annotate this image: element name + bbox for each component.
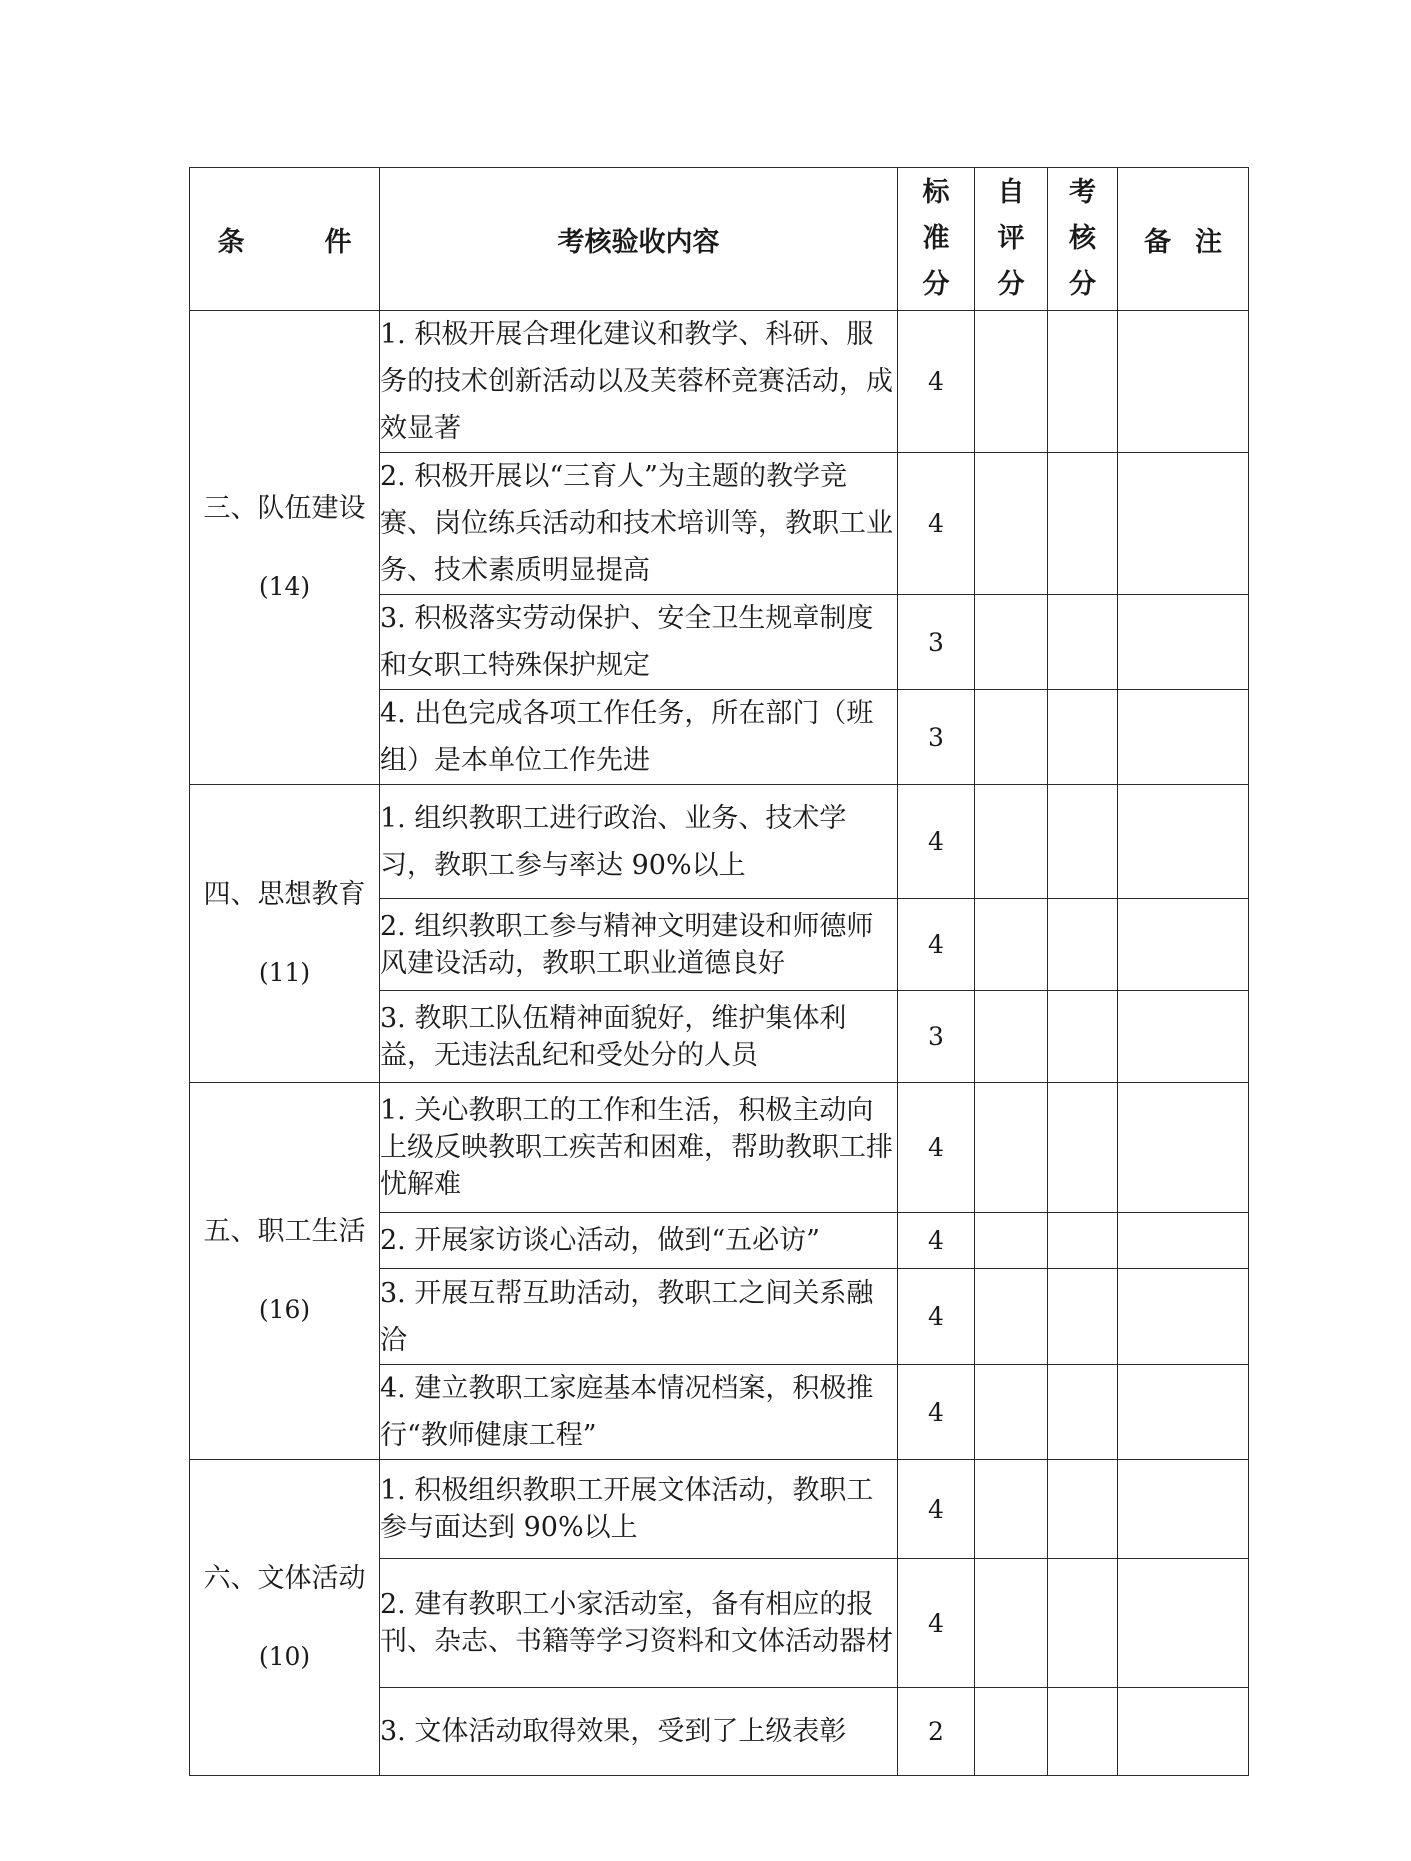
- standard-score: 4: [898, 1269, 975, 1365]
- category-cell: [190, 1460, 380, 1776]
- self-score-cell[interactable]: [975, 1365, 1048, 1460]
- table-row: [190, 1083, 1249, 1213]
- standard-score: 4: [898, 785, 975, 899]
- header-note: [1118, 168, 1249, 311]
- note-cell[interactable]: [1118, 690, 1249, 785]
- category-cell: [190, 785, 380, 1083]
- self-score-cell[interactable]: [975, 991, 1048, 1083]
- self-score-cell[interactable]: [975, 1269, 1048, 1365]
- category-cell: [190, 311, 380, 785]
- assess-score-cell[interactable]: [1048, 595, 1118, 690]
- header-self-score: [975, 168, 1048, 311]
- header-char: 注: [1195, 226, 1222, 258]
- item-content: 3. 积极落实劳动保护、安全卫生规章制度和女职工特殊保护规定: [380, 595, 898, 690]
- item-content: 2. 积极开展以“三育人”为主题的教学竞赛、岗位练兵活动和技术培训等，教职工业务、技术素质明显提高: [380, 453, 898, 595]
- assess-score-cell[interactable]: [1048, 453, 1118, 595]
- header-char: 分: [922, 269, 950, 300]
- assess-score-cell[interactable]: [1048, 1269, 1118, 1365]
- note-cell[interactable]: [1118, 1213, 1249, 1269]
- header-char: 自: [997, 177, 1025, 208]
- assess-score-cell[interactable]: [1048, 1083, 1118, 1213]
- self-score-cell[interactable]: [975, 1083, 1048, 1213]
- assess-score-cell[interactable]: [1048, 1688, 1118, 1776]
- assess-score-cell[interactable]: [1048, 899, 1118, 991]
- assess-score-cell[interactable]: [1048, 1559, 1118, 1688]
- header-condition-char: 条: [217, 226, 245, 258]
- item-content: 2. 组织教职工参与精神文明建设和师德师风建设活动，教职工职业道德良好: [380, 899, 898, 991]
- item-content: 1. 关心教职工的工作和生活，积极主动向上级反映教职工疾苦和困难，帮助教职工排忧解难: [380, 1083, 898, 1213]
- standard-score: 3: [898, 991, 975, 1083]
- self-score-cell[interactable]: [975, 899, 1048, 991]
- note-cell[interactable]: [1118, 899, 1249, 991]
- self-score-cell[interactable]: [975, 1213, 1048, 1269]
- note-cell[interactable]: [1118, 1083, 1249, 1213]
- standard-score: 4: [898, 1213, 975, 1269]
- item-content: 3. 文体活动取得效果，受到了上级表彰: [380, 1688, 898, 1776]
- assess-score-cell[interactable]: [1048, 311, 1118, 453]
- item-content: 3. 开展互帮互助活动，教职工之间关系融洽: [380, 1269, 898, 1365]
- assess-score-cell[interactable]: [1048, 785, 1118, 899]
- self-score-cell[interactable]: [975, 1559, 1048, 1688]
- header-char: 评: [997, 223, 1025, 254]
- note-cell[interactable]: [1118, 1365, 1249, 1460]
- category-name: 三、队伍建设: [203, 492, 366, 524]
- standard-score: 3: [898, 595, 975, 690]
- note-cell[interactable]: [1118, 1460, 1249, 1559]
- self-score-cell[interactable]: [975, 1688, 1048, 1776]
- category-points: (10): [258, 1641, 311, 1671]
- header-char: 准: [922, 223, 950, 254]
- header-standard-score: [898, 168, 975, 311]
- standard-score: 4: [898, 1083, 975, 1213]
- header-char: 备: [1144, 226, 1171, 258]
- header-condition-char: 件: [324, 226, 352, 258]
- header-condition: [190, 168, 380, 311]
- self-score-cell[interactable]: [975, 595, 1048, 690]
- standard-score: 2: [898, 1688, 975, 1776]
- header-content: 考核验收内容: [380, 168, 898, 311]
- category-points: (16): [258, 1295, 311, 1324]
- header-char: 标: [922, 177, 950, 208]
- self-score-cell[interactable]: [975, 785, 1048, 899]
- header-char: 核: [1069, 223, 1096, 254]
- assess-score-cell[interactable]: [1048, 1365, 1118, 1460]
- assess-score-cell[interactable]: [1048, 1213, 1118, 1269]
- header-assess-score: [1048, 168, 1118, 311]
- standard-score: 4: [898, 1460, 975, 1559]
- standard-score: 4: [898, 453, 975, 595]
- item-content: 1. 积极组织教职工开展文体活动，教职工参与面达到 90%以上: [380, 1460, 898, 1559]
- table-row: [190, 1460, 1249, 1559]
- standard-score: 3: [898, 690, 975, 785]
- header-row: [190, 168, 1249, 311]
- note-cell[interactable]: [1118, 595, 1249, 690]
- note-cell[interactable]: [1118, 785, 1249, 899]
- header-char: 分: [1069, 269, 1096, 300]
- assess-score-cell[interactable]: [1048, 1460, 1118, 1559]
- note-cell[interactable]: [1118, 1688, 1249, 1776]
- category-cell: [190, 1083, 380, 1460]
- note-cell[interactable]: [1118, 1559, 1249, 1688]
- category-points: (14): [258, 571, 311, 601]
- header-char: 分: [997, 269, 1025, 300]
- item-content: 4. 建立教职工家庭基本情况档案，积极推行“教师健康工程”: [380, 1365, 898, 1460]
- standard-score: 4: [898, 899, 975, 991]
- category-points: (11): [258, 957, 311, 987]
- item-content: 1. 组织教职工进行政治、业务、技术学习，教职工参与率达 90%以上: [380, 785, 898, 899]
- note-cell[interactable]: [1118, 1269, 1249, 1365]
- assess-score-cell[interactable]: [1048, 690, 1118, 785]
- category-name: 四、思想教育: [203, 878, 366, 910]
- item-content: 4. 出色完成各项工作任务，所在部门（班组）是本单位工作先进: [380, 690, 898, 785]
- category-name: 五、职工生活: [203, 1216, 366, 1247]
- item-content: 3. 教职工队伍精神面貌好，维护集体利益，无违法乱纪和受处分的人员: [380, 991, 898, 1083]
- standard-score: 4: [898, 1365, 975, 1460]
- self-score-cell[interactable]: [975, 1460, 1048, 1559]
- table-row: [190, 785, 1249, 899]
- self-score-cell[interactable]: [975, 453, 1048, 595]
- category-name: 六、文体活动: [203, 1562, 366, 1594]
- self-score-cell[interactable]: [975, 690, 1048, 785]
- self-score-cell[interactable]: [975, 311, 1048, 453]
- note-cell[interactable]: [1118, 311, 1249, 453]
- assessment-table: [189, 167, 1249, 1776]
- item-content: 2. 开展家访谈心活动，做到“五必访”: [380, 1213, 898, 1269]
- item-content: 1. 积极开展合理化建议和教学、科研、服务的技术创新活动以及芙蓉杯竞赛活动，成效显著: [380, 311, 898, 453]
- header-char: 考: [1069, 177, 1096, 208]
- item-content: 2. 建有教职工小家活动室，备有相应的报刊、杂志、书籍等学习资料和文体活动器材: [380, 1559, 898, 1688]
- note-cell[interactable]: [1118, 453, 1249, 595]
- standard-score: 4: [898, 311, 975, 453]
- standard-score: 4: [898, 1559, 975, 1688]
- table-row: [190, 311, 1249, 453]
- assess-score-cell[interactable]: [1048, 991, 1118, 1083]
- note-cell[interactable]: [1118, 991, 1249, 1083]
